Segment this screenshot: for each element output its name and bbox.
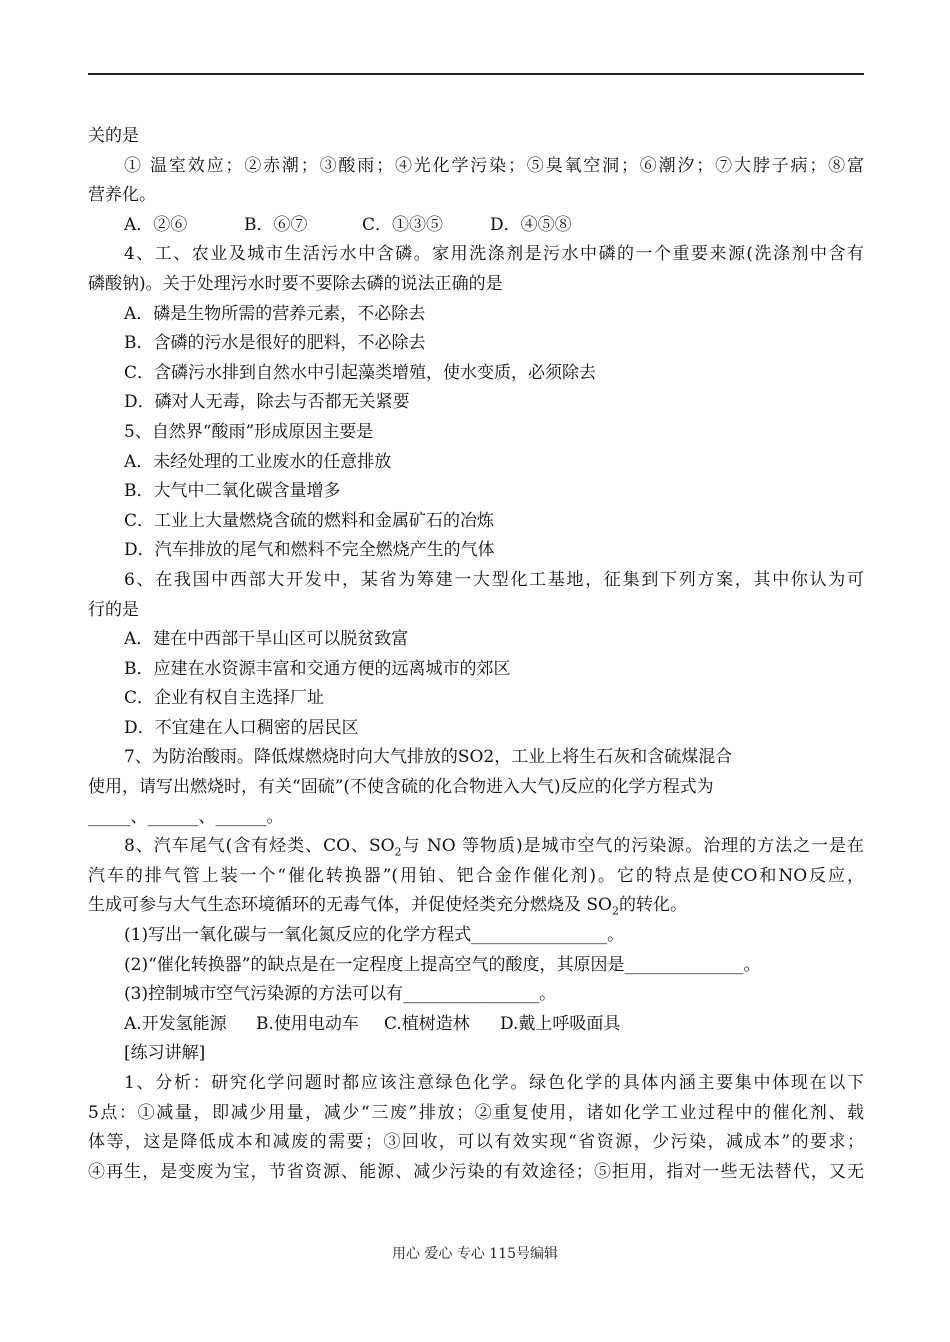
option-line: A．建在中西部干旱山区可以脱贫致富 xyxy=(124,629,409,650)
option-a: A．②⑥ xyxy=(124,214,188,235)
subscript: 2 xyxy=(394,845,402,859)
option-line: C．工业上大量燃烧含硫的燃料和金属矿石的冶炼 xyxy=(124,510,495,531)
option-d: D．④⑤⑧ xyxy=(490,214,572,235)
text-run: 的转化。 xyxy=(619,895,687,916)
text-line: 使用，请写出燃烧时，有关“固硫”(不使含硫的化合物进入大气)反应的化学方程式为 xyxy=(88,777,714,798)
text-line: 汽车的排气管上装一个“催化转换器”(用铂、钯合金作催化剂)。它的特点是使CO和NO反应， xyxy=(88,865,864,886)
text-run: 生成可参与大气生态环境循环的无毒气体，并促使烃类充分燃烧及 SO xyxy=(88,895,612,916)
page-footer: 用心 爱心 专心 115号编辑 xyxy=(391,1246,559,1262)
section-heading: [练习讲解] xyxy=(124,1043,206,1064)
option-c: C.植树造林 xyxy=(384,1013,470,1034)
text-line xyxy=(88,891,864,921)
option-line: D．汽车排放的尾气和燃料不完全燃烧产生的气体 xyxy=(124,540,495,561)
option-line: B．大气中二氧化碳含量增多 xyxy=(124,481,341,502)
question-4: 4、工、农业及城市生活污水中含磷。家用洗涤剂是污水中磷的一个重要来源(洗涤剂中含有 xyxy=(124,244,864,265)
option-b: B.使用电动车 xyxy=(256,1013,359,1034)
question-7: 7、为防治酸雨。降低煤燃烧时向大气排放的SO2，工业上将生石灰和含硫煤混合 xyxy=(124,747,733,768)
text-line: ① 温室效应；②赤潮；③酸雨；④光化学污染；⑤臭氧空洞；⑥潮汐；⑦大脖子病；⑧富 xyxy=(124,155,864,176)
question-6: 6、在我国中西部大开发中，某省为筹建一大型化工基地，征集到下列方案，其中你认为可 xyxy=(124,569,864,590)
option-a: A.开发氢能源 xyxy=(124,1013,227,1034)
sub-question-2: (2)“催化转换器”的缺点是在一定程度上提高空气的酸度，其原因是______________。 xyxy=(124,954,761,975)
option-b: B．⑥⑦ xyxy=(244,214,308,235)
text-line: 营养化。 xyxy=(88,185,156,206)
option-line: C．企业有权自主选择厂址 xyxy=(124,688,325,709)
question-5: 5、自然界“酸雨”形成原因主要是 xyxy=(124,421,374,442)
answer-blanks: _____、______、______。 xyxy=(88,806,284,827)
text-line: 行的是 xyxy=(88,599,139,620)
text-line: 关的是 xyxy=(88,126,139,146)
explanation-line: 体等，这是降低成本和减废的需要；③回收，可以有效实现“省资源，少污染，减成本”的要求； xyxy=(88,1132,864,1153)
sub-question-3: (3)控制城市空气污染源的方法可以有________________。 xyxy=(124,984,557,1005)
text-run: 8、汽车尾气(含有烃类、CO、SO xyxy=(124,836,395,857)
option-line: B．含磷的污水是很好的肥料，不必除去 xyxy=(124,333,426,354)
question-8 xyxy=(88,832,864,862)
option-line: C．含磷污水排到自然水中引起藻类增殖，使水变质，必须除去 xyxy=(124,362,597,383)
option-d: D.戴上呼吸面具 xyxy=(500,1013,621,1034)
text-line: 磷酸钠)。关于处理污水时要不要除去磷的说法正确的是 xyxy=(88,273,503,294)
option-line: D．磷对人无毒，除去与否都无关紧要 xyxy=(124,392,410,413)
subscript: 2 xyxy=(612,904,619,918)
sub-question-1: (1)写出一氧化碳与一氧化氮反应的化学方程式________________。 xyxy=(124,925,625,946)
option-line: B．应建在水资源丰富和交通方便的远离城市的郊区 xyxy=(124,658,511,679)
text-run: 与 NO 等物质)是城市空气的污染源。治理的方法之一是在 xyxy=(401,836,864,857)
document-body xyxy=(88,122,864,1187)
explanation-line: 5点：①减量，即减少用量，减少“三废”排放；②重复使用，诸如化学工业过程中的催化剂、载 xyxy=(88,1102,864,1123)
option-c: C．①③⑤ xyxy=(362,214,444,235)
option-line: A．磷是生物所需的营养元素，不必除去 xyxy=(124,303,426,324)
explanation-line: 1、分析：研究化学问题时都应该注意绿色化学。绿色化学的具体内涵主要集中体现在以下 xyxy=(124,1073,864,1093)
option-line: A．未经处理的工业废水的任意排放 xyxy=(124,451,392,472)
explanation-line: ④再生，是变废为宝，节省资源、能源、减少污染的有效途径；⑤拒用，指对一些无法替代，又无 xyxy=(88,1161,864,1182)
option-line: D．不宜建在人口稠密的居民区 xyxy=(124,717,359,738)
header-rule xyxy=(88,73,864,75)
answer-options xyxy=(88,1010,864,1040)
answer-options xyxy=(88,211,864,241)
